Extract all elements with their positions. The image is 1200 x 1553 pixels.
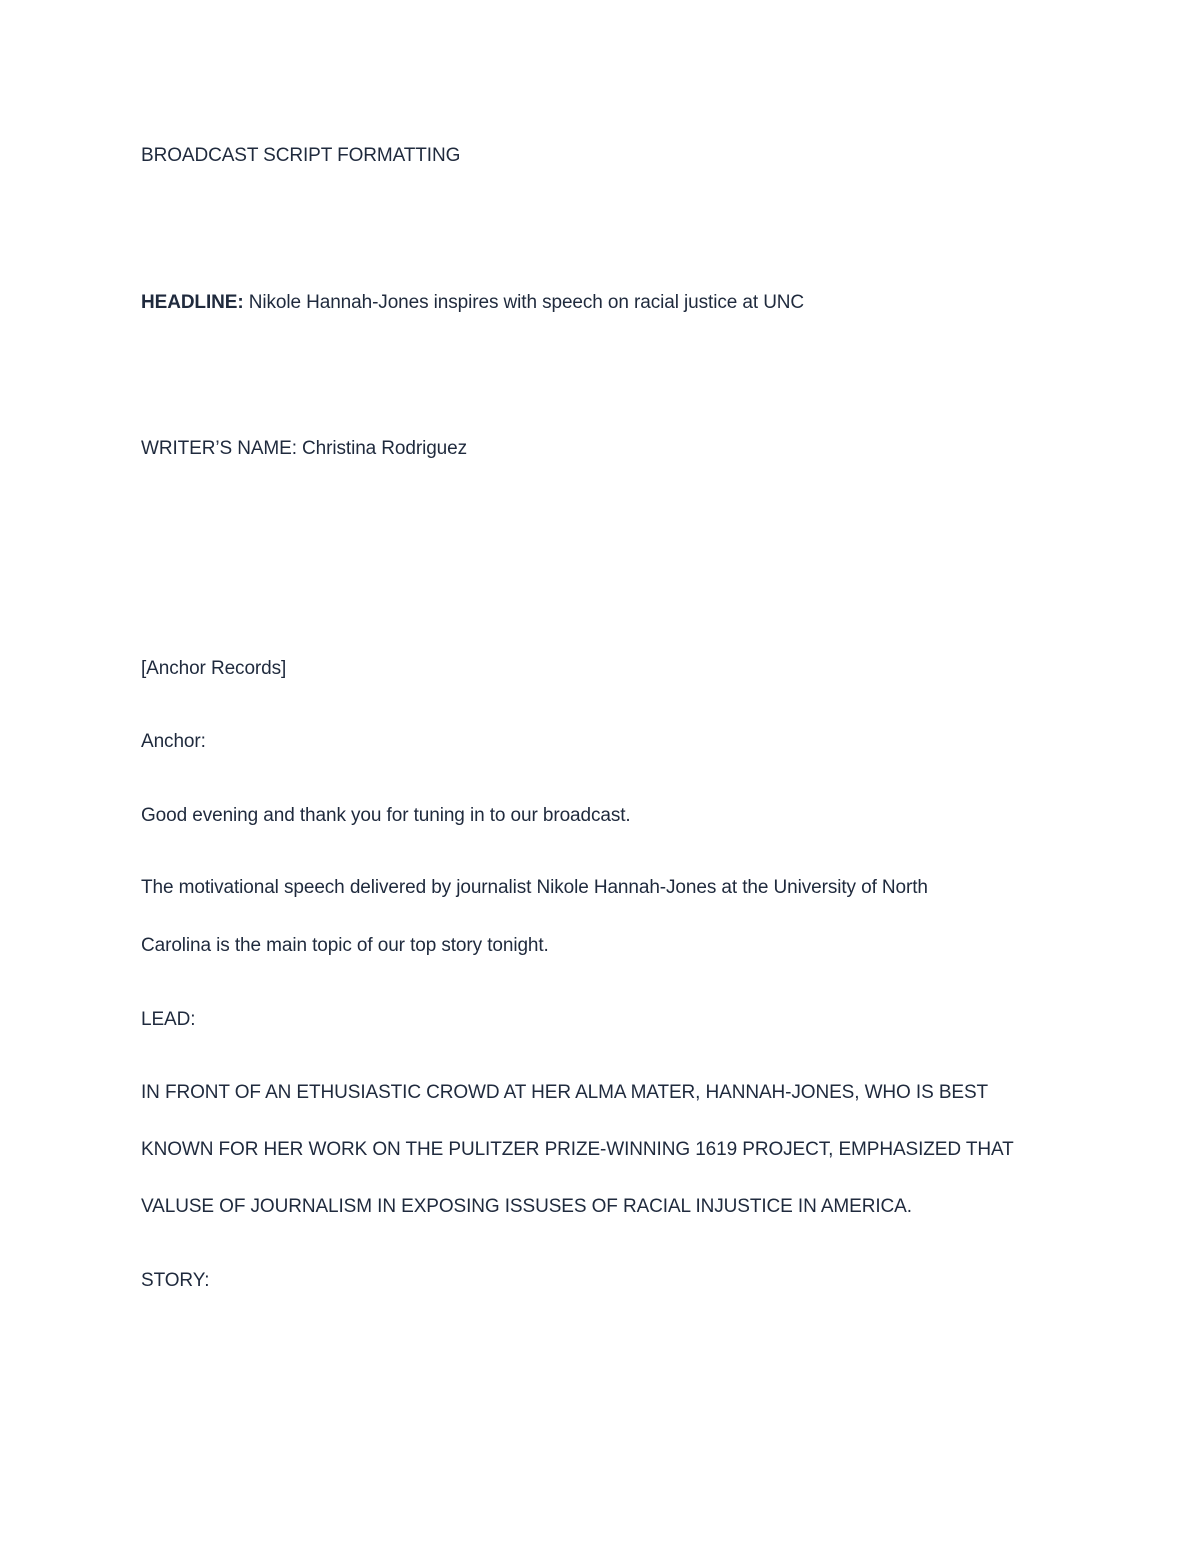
greeting-text: Good evening and thank you for tuning in to our broadcast. [141, 805, 631, 826]
lead-line: VALUSE OF JOURNALISM IN EXPOSING ISSUSES OF RACIAL INJUSTICE IN AMERICA. [141, 1196, 912, 1217]
anchor-label: Anchor: [141, 731, 206, 752]
document-title: BROADCAST SCRIPT FORMATTING [141, 145, 461, 166]
story-label: STORY: [141, 1270, 210, 1291]
intro-line: Carolina is the main topic of our top story tonight. [141, 935, 549, 956]
headline-label: HEADLINE: [141, 292, 244, 313]
writer-name: WRITER’S NAME: Christina Rodriguez [141, 438, 468, 459]
lead-label: LEAD: [141, 1009, 196, 1030]
anchor-records: [Anchor Records] [141, 658, 287, 679]
lead-line: IN FRONT OF AN ETHUSIASTIC CROWD AT HER ALMA MATER, HANNAH-JONES, WHO IS BEST [141, 1082, 989, 1103]
headline-text: Nikole Hannah-Jones inspires with speech on racial justice at UNC [248, 292, 805, 313]
headline-line [141, 291, 804, 315]
lead-line: KNOWN FOR HER WORK ON THE PULITZER PRIZE-WINNING 1619 PROJECT, EMPHASIZED THAT [141, 1139, 1014, 1160]
intro-line: The motivational speech delivered by journalist Nikole Hannah-Jones at the University of North [141, 877, 928, 898]
